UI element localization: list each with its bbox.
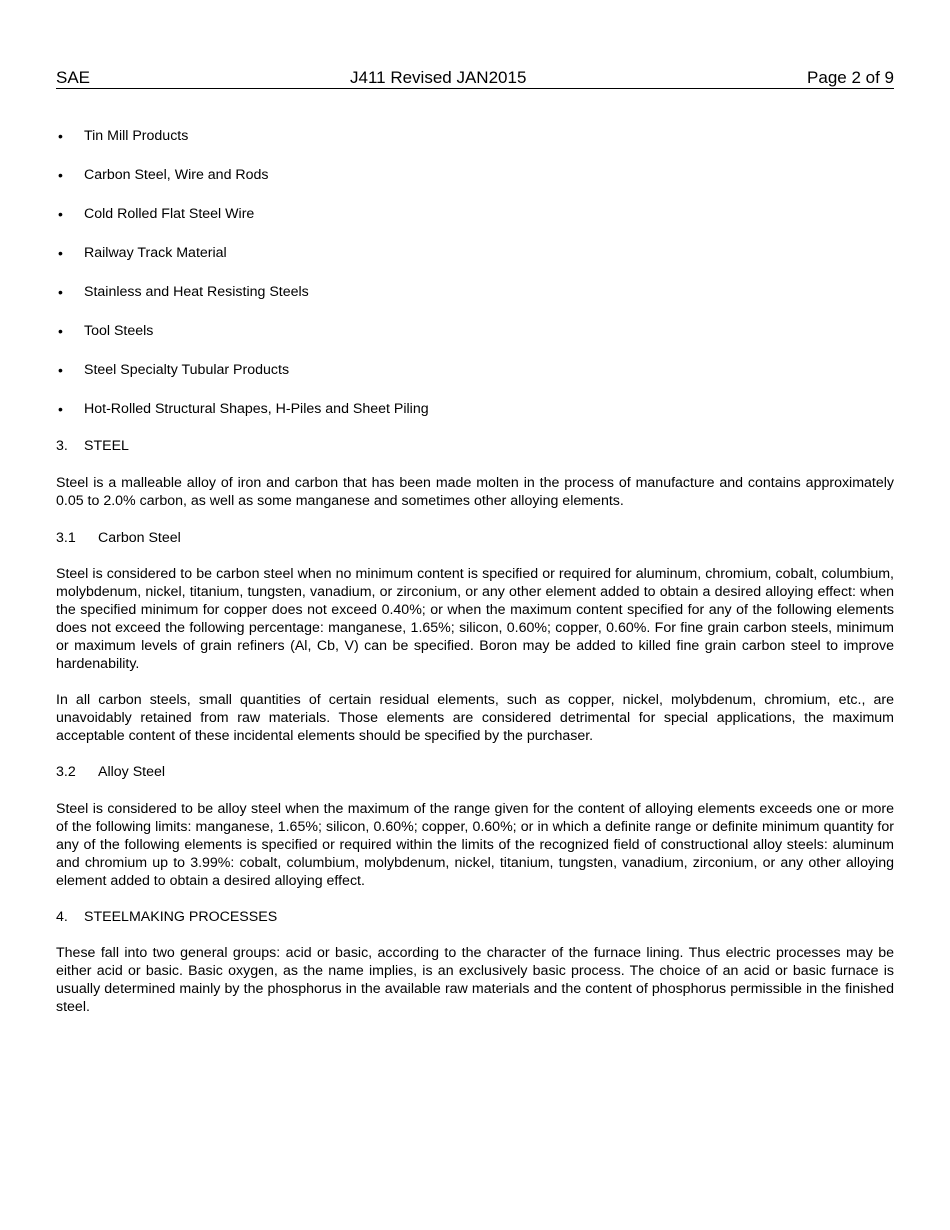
header-page-number: Page 2 of 9	[807, 68, 894, 87]
section-3-1-paragraph-2: In all carbon steels, small quantities of certain residual elements, such as copper, nickel, molybdenum, chromium, etc., are unavoidably retained from raw materials. Those elements are considered detrimental for special applications, the maximum acceptable content of these incidental elements should be specified by the purchaser.	[56, 692, 894, 744]
section-number: 3.2	[56, 764, 76, 780]
section-title: STEEL	[84, 438, 129, 454]
header-org: SAE	[56, 68, 91, 87]
list-item: • Steel Specialty Tubular Products	[58, 362, 290, 378]
bullet-icon: •	[58, 206, 63, 222]
section-4-paragraph: These fall into two general groups: acid or basic, according to the character of the furnace lining. Thus electric processes may be either acid or basic. Basic oxygen, as the name implies, is an exclusively basic process. The choice of an acid or basic furnace is usually determined mainly by the phosphorus in the available raw materials and the content of phosphorus permissible in the finished steel.	[56, 945, 894, 1015]
list-item: • Stainless and Heat Resisting Steels	[58, 284, 309, 300]
section-number: 4.	[56, 909, 68, 925]
list-item: • Railway Track Material	[58, 245, 227, 261]
section-3-heading	[56, 437, 894, 455]
page-header	[56, 68, 894, 89]
header-doc-id: J411 Revised JAN2015	[350, 68, 527, 87]
section-3-2-paragraph: Steel is considered to be alloy steel when the maximum of the range given for the content of alloying elements exceeds one or more of the following limits: manganese, 1.65%; silicon, 0.60%; copper, 0.60%; or in which a definite range or definite minimum quantity for any of the following elements is specified or required within the limits of the recognized field of constructional alloy steels: aluminum and chromium up to 3.99%: cobalt, columbium, molybdenum, nickel, titanium, tungsten, vanadium, zirconium, or any other alloying element added to obtain a desired alloying effect.	[56, 801, 894, 889]
section-number: 3.1	[56, 530, 76, 546]
section-number: 3.	[56, 438, 68, 454]
section-3-1-paragraph-1: Steel is considered to be carbon steel when no minimum content is specified or required for aluminum, chromium, cobalt, columbium, molybdenum, nickel, titanium, tungsten, vanadium, or zirconium, or any other element added to obtain a desired alloying effect: when the specified minimum for copper does not exceed 0.40%; or when the maximum content specified for any of the following elements does not exceed the following percentage: manganese, 1.65%; silicon, 0.60%; copper, 0.60%. For fine grain carbon steels, minimum or maximum levels of grain refiners (Al, Cb, V) can be specified. Boron may be added to killed fine grain carbon steel to improve hardenability.	[56, 566, 894, 672]
section-title: STEELMAKING PROCESSES	[84, 909, 278, 925]
bullet-icon: •	[58, 362, 63, 378]
bullet-icon: •	[58, 128, 63, 144]
bullet-icon: •	[58, 167, 63, 183]
product-bullet-list	[56, 127, 894, 439]
section-4-heading	[56, 908, 894, 926]
list-item: • Carbon Steel, Wire and Rods	[58, 167, 269, 183]
list-item: • Hot-Rolled Structural Shapes, H-Piles and Sheet Piling	[58, 401, 429, 417]
bullet-icon: •	[58, 401, 63, 417]
bullet-icon: •	[58, 284, 63, 300]
section-title: Carbon Steel	[98, 530, 181, 546]
list-item: • Tin Mill Products	[58, 128, 189, 144]
list-item: • Cold Rolled Flat Steel Wire	[58, 206, 255, 222]
section-3-paragraph: Steel is a malleable alloy of iron and carbon that has been made molten in the process of manufacture and contains approximately 0.05 to 2.0% carbon, as well as some manganese and sometimes other alloying elements.	[56, 475, 894, 509]
section-title: Alloy Steel	[98, 764, 166, 780]
list-item: • Tool Steels	[58, 323, 154, 339]
bullet-icon: •	[58, 323, 63, 339]
section-3-1-heading	[56, 529, 894, 547]
bullet-icon: •	[58, 245, 63, 261]
section-3-2-heading	[56, 763, 894, 781]
